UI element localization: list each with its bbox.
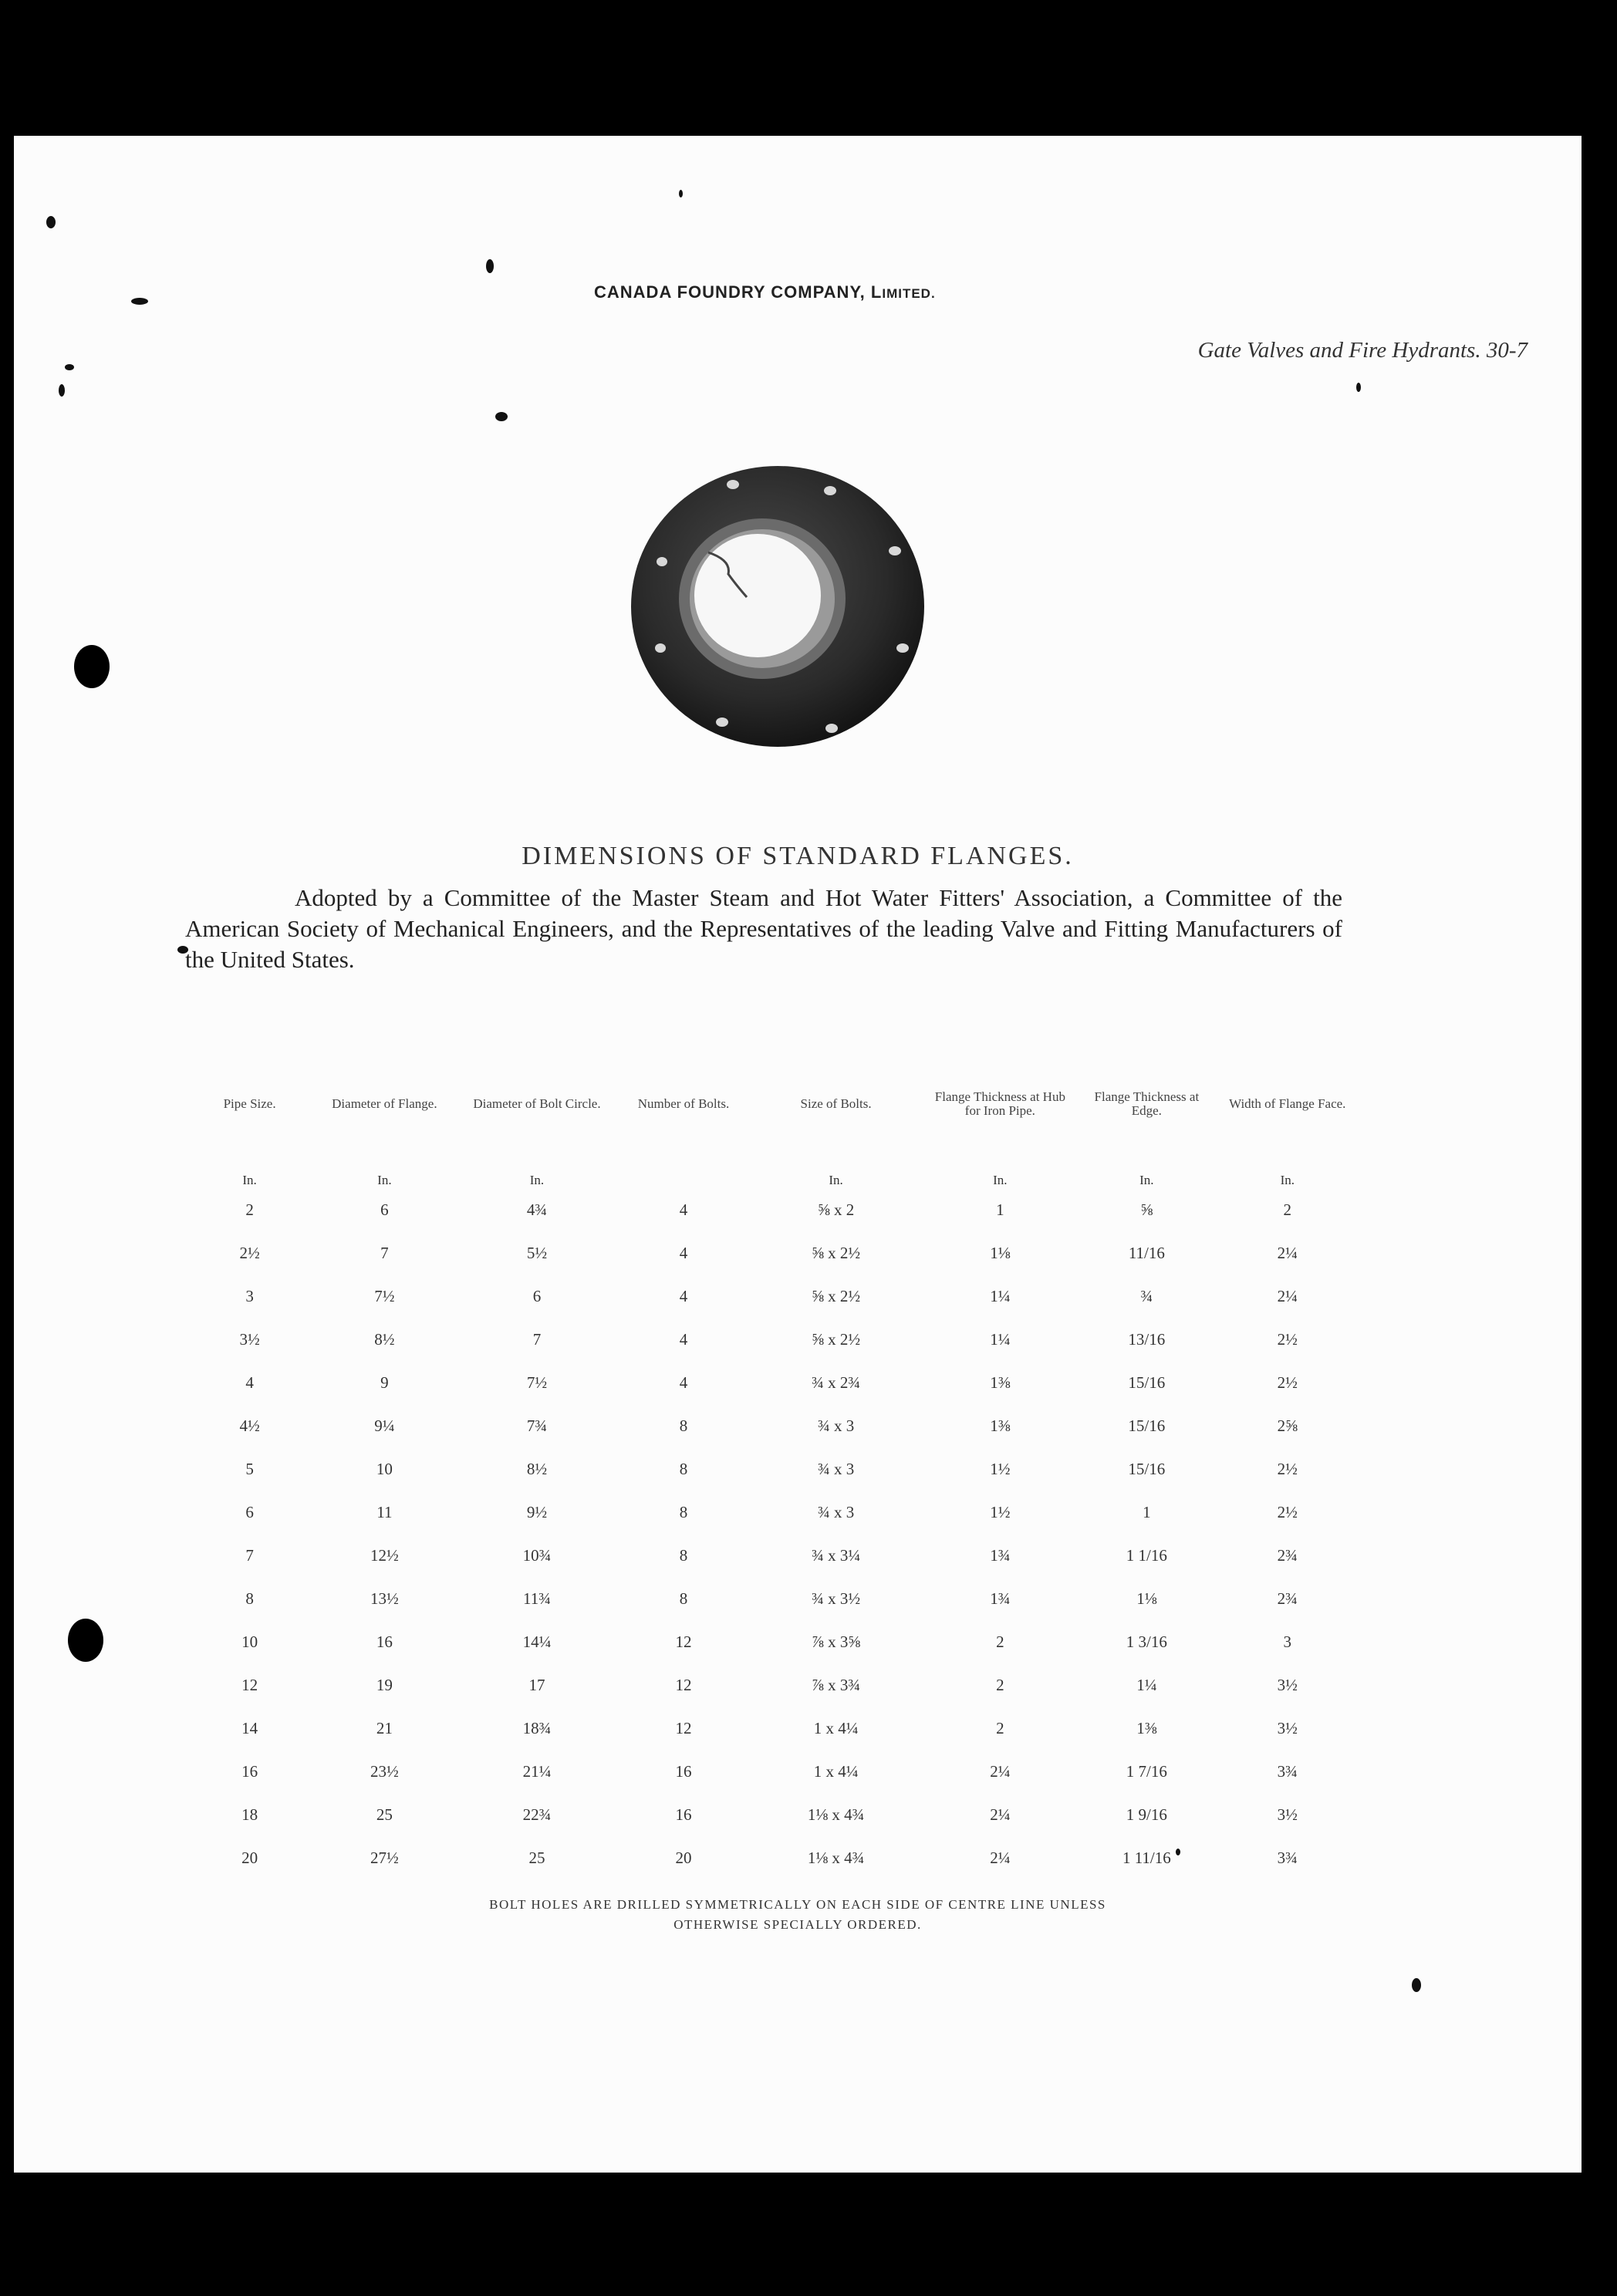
table-cell: 4¾ [526, 1200, 548, 1219]
footnote-line: BOLT HOLES ARE DRILLED SYMMETRICALLY ON EACH SIDE OF CENTRE LINE UNLESS [489, 1897, 1106, 1912]
table-cell: 9 [380, 1373, 389, 1392]
table-row [185, 1534, 1358, 1577]
table-cell: 5½ [526, 1243, 548, 1262]
table-cell: 3 [245, 1286, 254, 1305]
table-cell: 2½ [1277, 1329, 1298, 1349]
table-cell: 4 [245, 1373, 254, 1392]
table-cell: 11/16 [1128, 1243, 1165, 1262]
table-cell: 2½ [1277, 1373, 1298, 1392]
table-cell: ¾ x 2¾ [812, 1373, 861, 1392]
table-row [185, 1577, 1358, 1620]
column-header: Width of Flange Face. [1229, 1096, 1346, 1111]
table-cell: 1¼ [990, 1286, 1011, 1305]
unit-cell: In. [1139, 1173, 1154, 1187]
table-cell: 1¼ [1136, 1675, 1157, 1694]
table-cell: 2¼ [1277, 1243, 1298, 1262]
table-cell: 21¼ [522, 1761, 552, 1781]
table-cell: 12 [675, 1675, 692, 1694]
table-cell: 1¼ [990, 1329, 1011, 1349]
table-cell: 3½ [1277, 1805, 1298, 1824]
table-cell: 1 [1143, 1502, 1151, 1521]
table-row [185, 1750, 1358, 1793]
table-cell: 15/16 [1128, 1416, 1166, 1435]
table-cell: 2¼ [990, 1761, 1011, 1781]
table-cell: 16 [241, 1761, 258, 1781]
table-cell: 7 [245, 1545, 254, 1565]
table-cell: 18 [241, 1805, 258, 1824]
scan-speck [46, 216, 56, 228]
table-cell: 8 [679, 1589, 688, 1608]
table-cell: 6 [245, 1502, 254, 1521]
table-cell: 25 [376, 1805, 393, 1824]
table-cell: ¾ [1140, 1286, 1153, 1305]
flange-illustration [623, 460, 932, 753]
table-cell: 3¾ [1277, 1848, 1298, 1867]
table-cell: 18¾ [522, 1718, 552, 1737]
table-row [185, 1793, 1358, 1836]
table-cell: 1½ [990, 1502, 1011, 1521]
table-cell: ⅝ [1140, 1200, 1153, 1219]
table-cell: 8 [245, 1589, 254, 1608]
unit-cell: In. [829, 1173, 843, 1187]
unit-cell: In. [993, 1173, 1008, 1187]
table-cell: 16 [376, 1632, 393, 1651]
column-header: Diameter of Bolt Circle. [473, 1096, 601, 1111]
table-cell: 1⅜ [990, 1373, 1011, 1392]
table-cell: 7 [380, 1243, 389, 1262]
table-cell: 2¾ [1277, 1589, 1298, 1608]
footnote-line: OTHERWISE SPECIALLY ORDERED. [673, 1917, 922, 1932]
table-cell: 1⅜ [990, 1416, 1011, 1435]
company-name-suffix: IMITED. [882, 286, 936, 301]
table-cell: 20 [241, 1848, 258, 1867]
table-cell: 4 [679, 1329, 688, 1349]
scan-speck [65, 364, 74, 370]
table-cell: 2¼ [990, 1848, 1011, 1867]
scan-speck [1356, 383, 1361, 392]
table-cell: 11 [376, 1502, 393, 1521]
flange-dimensions-table [185, 1046, 1358, 1879]
unit-cell: In. [242, 1173, 257, 1187]
table-cell: 12 [675, 1718, 692, 1737]
unit-cell [619, 1162, 748, 1188]
table-cell: 6 [532, 1286, 542, 1305]
table-cell: 20 [675, 1848, 692, 1867]
page-subtitle: Gate Valves and Fire Hydrants. 30-7 [1197, 338, 1528, 363]
table-cell: 8 [679, 1502, 688, 1521]
table-cell: 1⅛ x 4¾ [807, 1805, 865, 1824]
scan-speck [1412, 1978, 1421, 1992]
table-row [185, 1318, 1358, 1361]
table-cell: 2 [1283, 1200, 1292, 1219]
table-cell: 1 7/16 [1126, 1761, 1167, 1781]
scan-speck [131, 298, 148, 305]
table-cell: 12 [675, 1632, 692, 1651]
table-cell: 4 [679, 1286, 688, 1305]
catalog-page [14, 136, 1582, 2173]
scan-speck [679, 190, 683, 198]
footnote [14, 1895, 1582, 1935]
table-row [185, 1620, 1358, 1663]
table-cell: 6 [380, 1200, 389, 1219]
table-cell: 4½ [239, 1416, 260, 1435]
table-cell: 7¾ [526, 1416, 548, 1435]
table-cell: 25 [528, 1848, 545, 1867]
unit-cell: In. [529, 1173, 545, 1187]
table-cell: 14 [241, 1718, 258, 1737]
table-cell: ¾ x 3 [817, 1502, 855, 1521]
table-cell: ¾ x 3¼ [812, 1545, 861, 1565]
table-cell: 2¼ [990, 1805, 1011, 1824]
table-cell: 1¾ [990, 1545, 1011, 1565]
flange-image [623, 460, 932, 753]
table-cell: 12½ [370, 1545, 399, 1565]
table-cell: ⅝ x 2 [817, 1200, 855, 1219]
table-cell: 1⅛ [1136, 1589, 1157, 1608]
table-row [185, 1361, 1358, 1404]
section-title: DIMENSIONS OF STANDARD FLANGES. [522, 842, 1074, 870]
table-cell: 21 [376, 1718, 393, 1737]
table-cell: ⅞ x 3¾ [812, 1675, 861, 1694]
table-cell: 22¾ [522, 1805, 552, 1824]
table-cell: 4 [679, 1373, 688, 1392]
table-cell: 2¾ [1277, 1545, 1298, 1565]
table-cell: 1⅛ x 4¾ [807, 1848, 865, 1867]
table-cell: 17 [528, 1675, 545, 1694]
table-cell: 8½ [526, 1459, 548, 1478]
scan-speck [486, 259, 494, 273]
table-cell: 1⅛ [990, 1243, 1011, 1262]
unit-cell: In. [1280, 1173, 1295, 1187]
table-cell: ⅞ x 3⅝ [812, 1632, 861, 1651]
table-cell: 2 [245, 1200, 254, 1219]
table-cell: 3¾ [1277, 1761, 1298, 1781]
table-cell: 1 9/16 [1126, 1805, 1167, 1824]
table-row [185, 1188, 1358, 1231]
column-header: Size of Bolts. [800, 1096, 872, 1111]
table-cell: 27½ [370, 1848, 399, 1867]
table-cell: 1⅜ [1136, 1718, 1157, 1737]
table-row [185, 1707, 1358, 1750]
column-header: Diameter of Flange. [332, 1096, 437, 1111]
table-cell: 2⅝ [1277, 1416, 1298, 1435]
table-cell: 1 [996, 1200, 1004, 1219]
table-cell: 3 [1283, 1632, 1292, 1651]
table-cell: 14¼ [522, 1632, 552, 1651]
table-row [185, 1231, 1358, 1275]
table-cell: 7½ [526, 1373, 548, 1392]
table-cell: 1 3/16 [1126, 1632, 1167, 1651]
table-cell: 9½ [526, 1502, 548, 1521]
table-cell: 1½ [990, 1459, 1011, 1478]
table-cell: 1 1/16 [1126, 1545, 1167, 1565]
table-cell: 4 [679, 1243, 688, 1262]
table-cell: 1¾ [990, 1589, 1011, 1608]
table-cell: 13½ [370, 1589, 399, 1608]
table-cell: 2½ [1277, 1459, 1298, 1478]
table-row [185, 1447, 1358, 1491]
scan-speck [495, 412, 508, 421]
table-cell: 7½ [374, 1286, 395, 1305]
punch-hole [74, 645, 110, 688]
table-cell: 12 [241, 1675, 258, 1694]
table-cell: 16 [675, 1761, 692, 1781]
table-cell: ⅝ x 2½ [812, 1329, 861, 1349]
table-cell: 2½ [1277, 1502, 1298, 1521]
table-cell: 8½ [374, 1329, 395, 1349]
table-cell: 3½ [1277, 1675, 1298, 1694]
table-cell: 1 11/16 [1122, 1848, 1171, 1867]
table-row [185, 1404, 1358, 1447]
table-cell: 2½ [239, 1243, 260, 1262]
unit-cell: In. [377, 1173, 392, 1187]
column-header: Flange Thickness at Hub for Iron Pipe. [934, 1089, 1065, 1118]
table-cell: 10¾ [522, 1545, 552, 1565]
table-cell: 8 [679, 1459, 688, 1478]
table-cell: 3½ [239, 1329, 260, 1349]
table-cell: 2 [996, 1718, 1004, 1737]
table-cell: 4 [679, 1200, 688, 1219]
table-row [185, 1491, 1358, 1534]
table-cell: 2 [996, 1675, 1004, 1694]
table-cell: 13/16 [1128, 1329, 1166, 1349]
table-cell: 8 [679, 1416, 688, 1435]
table-header-row [185, 1046, 1358, 1162]
company-name [594, 282, 936, 302]
table-cell: 10 [241, 1632, 258, 1651]
table-cell: 15/16 [1128, 1459, 1166, 1478]
intro-paragraph: Adopted by a Committee of the Master Steam and Hot Water Fitters' Association, a Committee of the American Society of Mechanical Engineers, and the Representatives of the leading Valve and Fitting Manufacturers of the United States. [185, 884, 1342, 973]
table-cell: 1 x 4¼ [813, 1761, 859, 1781]
column-header: Pipe Size. [223, 1096, 276, 1111]
table-cell: 11¾ [522, 1589, 551, 1608]
units-row [185, 1162, 1358, 1188]
scan-speck [59, 384, 65, 397]
table-cell: 5 [245, 1459, 254, 1478]
column-header: Flange Thickness at Edge. [1094, 1089, 1200, 1118]
table-row [185, 1275, 1358, 1318]
table-row [185, 1663, 1358, 1707]
table-cell: ¾ x 3½ [812, 1589, 861, 1608]
table-cell: 15/16 [1128, 1373, 1166, 1392]
table-cell: 1 x 4¼ [813, 1718, 859, 1737]
table-cell: ⅝ x 2½ [812, 1243, 861, 1262]
table-cell: 7 [532, 1329, 542, 1349]
table-row [185, 1836, 1358, 1879]
table-cell: 19 [376, 1675, 393, 1694]
punch-hole [68, 1619, 103, 1662]
table-cell: ¾ x 3 [817, 1416, 855, 1435]
table-cell: ⅝ x 2½ [812, 1286, 861, 1305]
table-cell: 23½ [370, 1761, 399, 1781]
column-header: Number of Bolts. [637, 1096, 730, 1111]
table-cell: 2¼ [1277, 1286, 1298, 1305]
company-name-main: CANADA FOUNDRY COMPANY, L [594, 282, 883, 302]
table-cell: 2 [996, 1632, 1004, 1651]
table-cell: 8 [679, 1545, 688, 1565]
table-cell: ¾ x 3 [817, 1459, 855, 1478]
table-cell: 3½ [1277, 1718, 1298, 1737]
table-cell: 16 [675, 1805, 692, 1824]
table-cell: 9¼ [374, 1416, 395, 1435]
table-cell: 10 [376, 1459, 393, 1478]
